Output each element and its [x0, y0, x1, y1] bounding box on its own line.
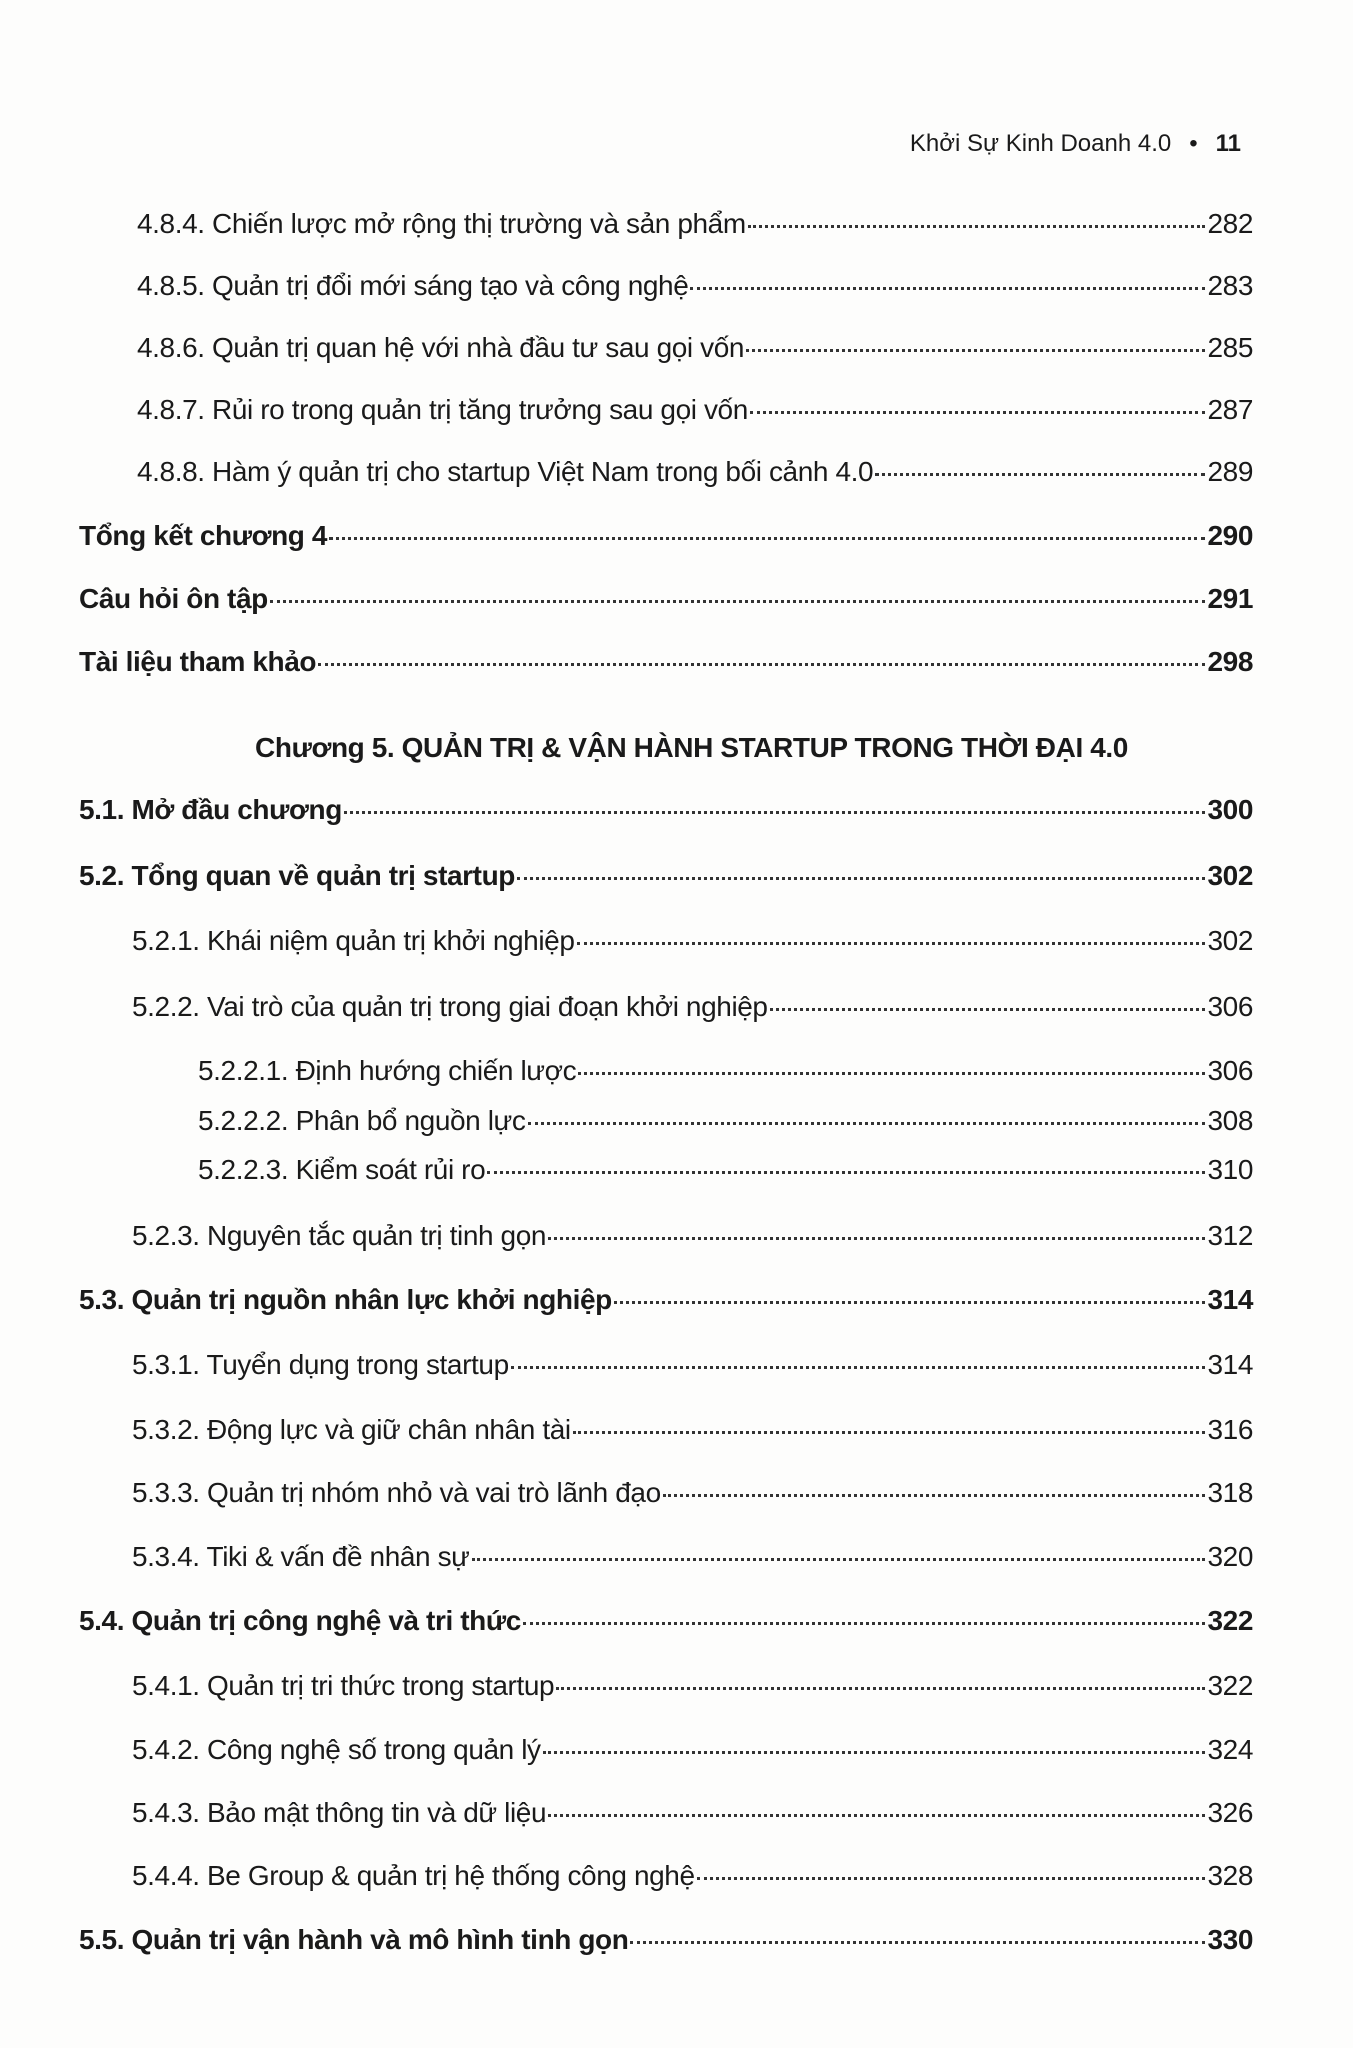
toc-entry	[137, 394, 1253, 430]
toc-entry-page: 302	[1207, 860, 1253, 891]
toc-entry-title: 5.3.3. Quản trị nhóm nhỏ và vai trò lãnh đạo	[132, 1477, 661, 1508]
toc-entry	[137, 208, 1253, 244]
toc-entry	[198, 1154, 1253, 1190]
toc-entry	[132, 1797, 1253, 1833]
toc-entry	[79, 1924, 1253, 1960]
toc-entry-page: 320	[1207, 1541, 1253, 1572]
running-header	[910, 130, 1241, 158]
header-separator: •	[1189, 130, 1198, 157]
toc-entry	[132, 1734, 1253, 1770]
toc-entry	[132, 1541, 1253, 1577]
toc-entry-title: Câu hỏi ôn tập	[79, 583, 268, 614]
dot-leader	[556, 1687, 1205, 1690]
toc-entry	[132, 1220, 1253, 1256]
toc-entry-title: 5.4. Quản trị công nghệ và tri thức	[79, 1605, 521, 1636]
toc-entry-title: 5.2.1. Khái niệm quản trị khởi nghiệp	[132, 925, 575, 956]
dot-leader	[690, 287, 1205, 290]
toc-entry-title: 4.8.6. Quản trị quan hệ với nhà đầu tư sau gọi vốn	[137, 332, 745, 363]
toc-entry-title: 5.2.3. Nguyên tắc quản trị tinh gọn	[132, 1220, 547, 1251]
toc-entry-title: 5.3. Quản trị nguồn nhân lực khởi nghiệp	[79, 1284, 612, 1315]
dot-leader	[523, 1622, 1206, 1625]
dot-leader	[577, 942, 1206, 945]
toc-entry-page: 316	[1207, 1414, 1253, 1445]
toc-entry-page: 330	[1207, 1924, 1253, 1955]
toc-entry	[79, 860, 1253, 896]
toc-entry-page: 282	[1207, 208, 1253, 239]
dot-leader	[614, 1301, 1206, 1304]
dot-leader	[770, 1008, 1206, 1011]
toc-entry-page: 322	[1207, 1670, 1253, 1701]
toc-entry-page: 308	[1207, 1105, 1253, 1136]
book-title: Khởi Sự Kinh Doanh 4.0	[909, 130, 1172, 157]
toc-entry	[132, 1670, 1253, 1706]
dot-leader	[573, 1431, 1206, 1434]
toc-entry-page: 302	[1207, 925, 1253, 956]
toc-entry	[132, 1414, 1253, 1450]
toc-entry-title: 5.3.1. Tuyển dụng trong startup	[132, 1349, 509, 1380]
toc-entry-page: 290	[1207, 520, 1253, 551]
toc-entry-page: 312	[1207, 1220, 1253, 1251]
toc-entry-page: 300	[1207, 794, 1253, 825]
dot-leader	[578, 1072, 1205, 1075]
toc-entry-title: 4.8.8. Hàm ý quản trị cho startup Việt Nam trong bối cảnh 4.0	[137, 456, 874, 487]
dot-leader	[528, 1122, 1206, 1125]
toc-entry-page: 322	[1207, 1605, 1253, 1636]
dot-leader	[270, 600, 1206, 603]
toc-entry	[79, 1284, 1253, 1320]
dot-leader	[511, 1366, 1206, 1369]
toc-entry-title: 4.8.7. Rủi ro trong quản trị tăng trưởng sau gọi vốn	[137, 394, 748, 425]
page-number: 11	[1215, 130, 1241, 157]
toc-entry	[132, 1860, 1253, 1896]
toc-entry-page: 291	[1207, 583, 1253, 614]
toc-entry	[137, 270, 1253, 306]
dot-leader	[750, 411, 1206, 414]
toc-entry	[198, 1055, 1253, 1091]
toc-entry	[137, 332, 1253, 368]
toc-entry-page: 306	[1207, 1055, 1253, 1086]
toc-entry-title: 4.8.4. Chiến lược mở rộng thị trường và sản phẩm	[137, 208, 746, 239]
toc-entry-title: 5.1. Mở đầu chương	[79, 794, 342, 825]
toc-entry-title: 5.2.2.2. Phân bổ nguồn lực	[198, 1105, 526, 1136]
toc-entry-page: 310	[1207, 1154, 1253, 1185]
toc-entry-title: 5.3.2. Động lực và giữ chân nhân tài	[132, 1414, 571, 1445]
dot-leader	[472, 1558, 1206, 1561]
dot-leader	[746, 349, 1205, 352]
toc-entry-page: 298	[1207, 646, 1253, 677]
toc-entry-page: 318	[1207, 1477, 1253, 1508]
toc-entry	[79, 520, 1253, 556]
toc-entry-title: 5.2.2.3. Kiểm soát rủi ro	[198, 1154, 486, 1185]
dot-leader	[630, 1941, 1205, 1944]
toc-entry-page: 289	[1207, 456, 1253, 487]
toc-entry	[132, 1477, 1253, 1513]
dot-leader	[875, 473, 1205, 476]
toc-entry-title: 5.5. Quản trị vận hành và mô hình tinh gọn	[79, 1924, 629, 1955]
toc-entry	[198, 1105, 1253, 1141]
toc-entry-title: 5.4.2. Công nghệ số trong quản lý	[132, 1734, 541, 1765]
toc-entry-page: 324	[1207, 1734, 1253, 1765]
dot-leader	[548, 1237, 1205, 1240]
toc-entry-page: 285	[1207, 332, 1253, 363]
toc-entry	[79, 794, 1253, 830]
dot-leader	[748, 225, 1206, 228]
dot-leader	[329, 537, 1205, 540]
toc-entry-page: 328	[1207, 1860, 1253, 1891]
toc-entry-page: 287	[1207, 394, 1253, 425]
dot-leader	[697, 1877, 1206, 1880]
chapter-heading: Chương 5. QUẢN TRỊ & VẬN HÀNH STARTUP TRONG THỜI ĐẠI 4.0	[255, 732, 1128, 763]
toc-entry-title: 5.4.3. Bảo mật thông tin và dữ liệu	[132, 1797, 547, 1828]
toc-entry-page: 314	[1207, 1284, 1253, 1315]
dot-leader	[517, 877, 1205, 880]
dot-leader	[318, 663, 1205, 666]
toc-entry-title: 4.8.5. Quản trị đổi mới sáng tạo và công nghệ	[137, 270, 689, 301]
toc-entry-title: Tài liệu tham khảo	[79, 646, 317, 677]
toc-entry	[79, 583, 1253, 619]
toc-entry	[132, 925, 1253, 961]
toc-entry-title: 5.2.2.1. Định hướng chiến lược	[198, 1055, 577, 1086]
toc-entry-page: 283	[1207, 270, 1253, 301]
dot-leader	[543, 1751, 1206, 1754]
toc-entry-title: 5.4.4. Be Group & quản trị hệ thống công nghệ	[132, 1860, 695, 1891]
toc-entry	[132, 991, 1253, 1027]
dot-leader	[344, 811, 1206, 814]
toc-entry-title: 5.2.2. Vai trò của quản trị trong giai đoạn khởi nghiệp	[132, 991, 768, 1022]
dot-leader	[487, 1171, 1205, 1174]
dot-leader	[548, 1814, 1205, 1817]
toc-entry	[79, 1605, 1253, 1641]
toc-entry-title: 5.3.4. Tiki & vấn đề nhân sự	[132, 1541, 470, 1572]
toc-entry-page: 314	[1207, 1349, 1253, 1380]
toc-entry-title: 5.4.1. Quản trị tri thức trong startup	[132, 1670, 555, 1701]
toc-entry-title: Tổng kết chương 4	[79, 520, 328, 551]
toc-entry-page: 326	[1207, 1797, 1253, 1828]
toc-entry-title: 5.2. Tổng quan về quản trị startup	[79, 860, 515, 891]
toc-entry	[79, 646, 1253, 682]
toc-entry-page: 306	[1207, 991, 1253, 1022]
toc-entry	[132, 1349, 1253, 1385]
toc-entry	[137, 456, 1253, 492]
dot-leader	[663, 1494, 1206, 1497]
